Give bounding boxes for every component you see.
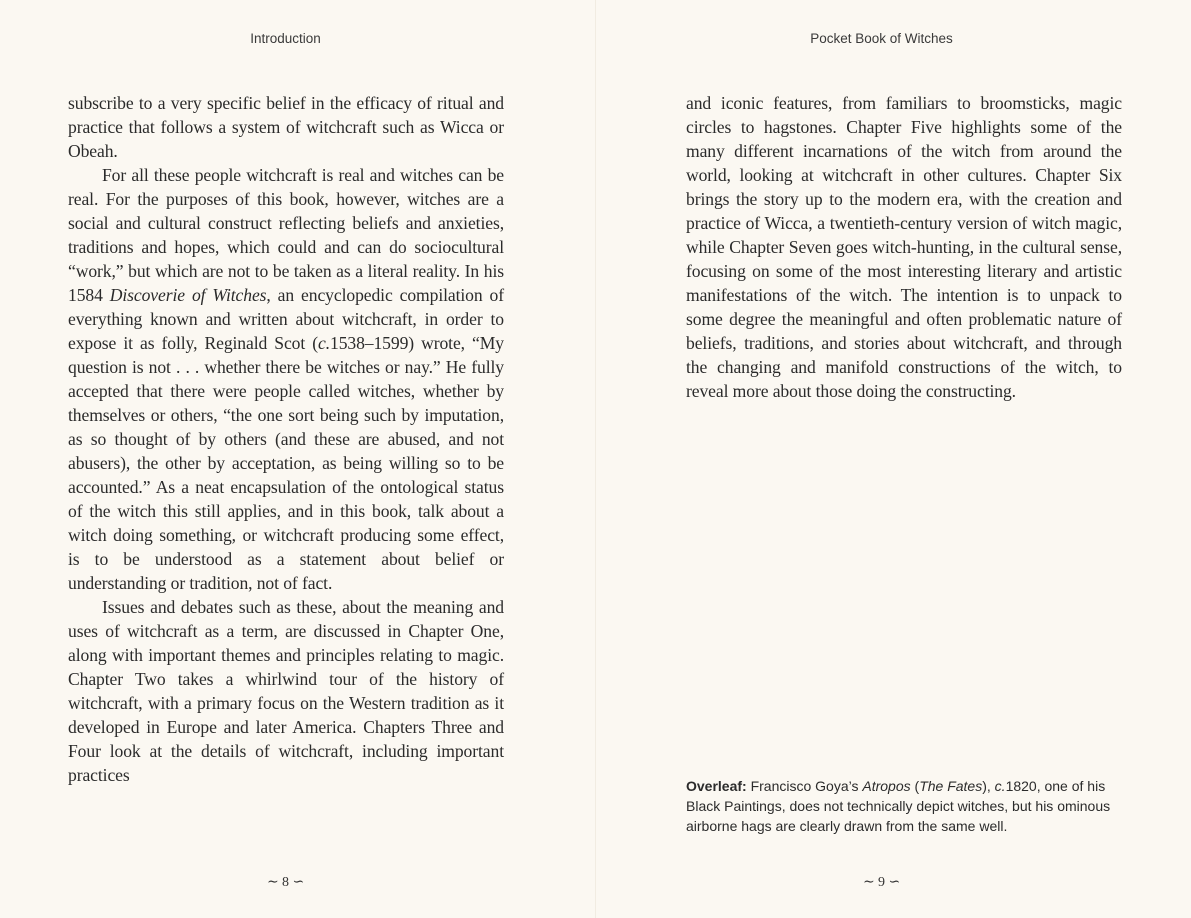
swash-ornament-icon: ∽ [292, 875, 305, 890]
circa: c. [317, 333, 330, 353]
paragraph: and iconic features, from familiars to broomsticks, magic circles to hagstones. Chapter Five highlights some of the many different incarnations of the witch from around the world, looking at witchcraft in other cultures. Chapter Six brings the story up to the modern era, with the creation and practice of Wicca, a twentieth-century version of witch magic, while Chapter Seven goes witch-hunting, in the cultural sense, focusing on some of the most interesting literary and artistic manifestations of the witch. The intention is to unpack to some degree the meaningful and often problematic nature of beliefs, traditions, and stories about witchcraft, and through the changing and manifold constructions of the witch, to reveal more about those doing the constructing. [686, 93, 1122, 401]
page-number-right [584, 874, 1179, 891]
artwork-title: Atropos [862, 778, 911, 794]
paragraph: Issues and debates such as these, about the meaning and uses of witchcraft as a term, are discussed in Chapter One, along with important themes and principles relating to magic. Chapter Two takes a whirlwind tour of the history of witchcraft, with a primary focus on the Western tradition as it developed in Europe and later America. Chapters Three and Four look at the details of witchcraft, including important practices [68, 597, 504, 785]
left-body-text [68, 91, 504, 787]
left-page [0, 0, 595, 918]
page-number-left [0, 874, 583, 891]
paragraph: For all these people witchcraft is real and witches can be real. For the purposes of this book, however, witches are a social and cultural construct reflecting beliefs and anxieties, traditions and hopes, which could and can do sociocultural “work,” but which are not to be taken as a literal reality. In his 1584 Discoverie of Witches, an encyclopedic compilation of everything known and written about witchcraft, in order to expose it as folly, Reginald Scot (c.1538–1599) wrote, “My question is not . . . whether there be witches or nay.” He fully accepted that there were people called witches, whether by themselves or others, “the one sort being such by imputation, as so thought of by others (and these are abused, and not abusers), the other by acceptation, as being willing so to be accounted.” As a neat encapsulation of the ontological status of the witch this still applies, and in this book, talk about a witch doing something, or witchcraft producing some effect, is to be understood as a statement about belief or understanding or tradition, not of fact. [68, 165, 504, 593]
circa: c. [994, 778, 1006, 794]
right-body-text [686, 91, 1122, 403]
swash-ornament-icon: ∽ [266, 875, 279, 890]
right-page [596, 0, 1191, 918]
swash-ornament-icon: ∽ [888, 875, 901, 890]
paragraph: subscribe to a very specific belief in the efficacy of ritual and practice that follows a system of witchcraft such as Wicca or Obeah. [68, 93, 504, 161]
book-title: Discoverie of Witches [109, 285, 267, 305]
swash-ornament-icon: ∽ [862, 875, 875, 890]
folio-number: 9 [878, 875, 885, 890]
artwork-subtitle: The Fates [919, 778, 983, 794]
caption-lead: Overleaf: [686, 778, 747, 794]
running-head-left: Introduction [250, 31, 321, 46]
folio-number: 8 [282, 875, 289, 890]
figure-caption: Overleaf: Francisco Goya’s Atropos (The Fates), c.1820, one of his Black Paintings, does not technically depict witches, but his ominous airborne hags are clearly drawn from the same well. [686, 778, 1111, 834]
running-head-right: Pocket Book of Witches [810, 31, 953, 46]
